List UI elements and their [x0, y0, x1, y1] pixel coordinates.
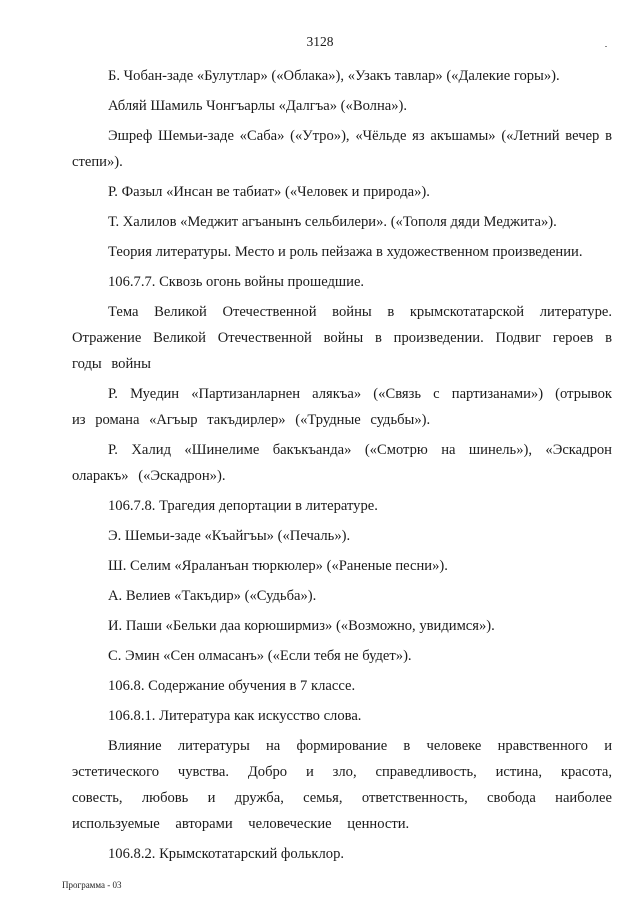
paragraph: Абляй Шамиль Чонгъарлы «Далгъа» («Волна»).	[108, 98, 408, 114]
page-number: 3128	[306, 34, 334, 49]
paragraph: А. Велиев «Такъдир» («Судьба»).	[108, 588, 317, 604]
section-heading: 106.7.7. Сквозь огонь войны прошедшие.	[108, 274, 365, 290]
section-heading: 106.8. Содержание обучения в 7 классе.	[108, 678, 356, 694]
paragraph: Р. Фазыл «Инсан ве табиат» («Человек и природа»).	[108, 184, 430, 200]
section-heading: 106.7.8. Трагедия депортации в литературе.	[108, 498, 378, 514]
scan-artifact	[605, 46, 607, 47]
paragraph: Р. Муедин «Партизанларнен алякъа» («Связь с партизанами») (отрывок из романа «Агъыр такъдирлер» («Трудные судьбы»).	[72, 386, 612, 428]
paragraph: Э. Шемьи-заде «Къайгъы» («Печаль»).	[108, 528, 351, 544]
paragraph: Влияние литературы на формирование в человеке нравственного и эстетического чувства. Добро и зло, справедливость, истина, красота, совесть, любовь и дружба, семья, ответственность, свобода наиболее используемые авторами человеческие ценности.	[72, 738, 612, 832]
paragraph: Эшреф Шемьи-заде «Саба» («Утро»), «Чёльде яз акъшамы» («Летний вечер в степи»).	[72, 128, 612, 170]
section-heading: 106.8.1. Литература как искусство слова.	[108, 708, 362, 724]
paragraph: И. Паши «Бельки даа корюширмиз» («Возможно, увидимся»).	[108, 618, 495, 634]
paragraph: Р. Халид «Шинелиме бакъкъанда» («Смотрю на шинель»), «Эскадрон оларакъ» («Эскадрон»).	[72, 442, 612, 484]
paragraph: С. Эмин «Сен олмасанъ» («Если тебя не будет»).	[108, 648, 412, 664]
paragraph: Теория литературы. Место и роль пейзажа в художественном произведении.	[108, 244, 583, 260]
paragraph: Т. Халилов «Меджит агъанынъ сельбилери». («Тополя дяди Меджита»).	[108, 214, 557, 230]
paragraph: Б. Чобан-заде «Булутлар» («Облака»), «Узакъ тавлар» («Далекие горы»).	[108, 68, 560, 84]
section-heading: 106.8.2. Крымскотатарский фольклор.	[108, 846, 345, 862]
paragraph: Тема Великой Отечественной войны в крымскотатарской литературе. Отражение Великой Отечественной войны в произведении. Подвиг героев в годы войны	[72, 304, 612, 372]
paragraph: Ш. Селим «Яраланъан тюркюлер» («Раненые песни»).	[108, 558, 448, 574]
footer-label: Программа - 03	[62, 880, 122, 890]
document-body	[72, 63, 612, 871]
